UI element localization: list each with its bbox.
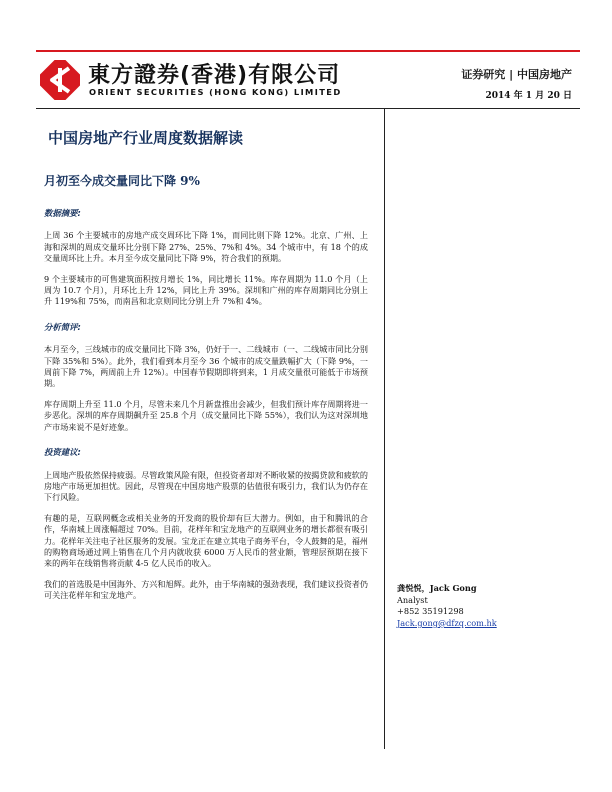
- page-subtitle: 月初至今成交量同比下降 9%: [44, 174, 200, 188]
- paragraph: 上周地产股依然保持疲弱。尽管政策风险有限，但投资者却对不断收紧的按揭贷款和疲软的房地产市场更加担忧。因此，尽管现在中国房地产股票的估值很有吸引力，我们认为仍存在下行风险。: [44, 469, 368, 503]
- section-analysis: [44, 322, 368, 433]
- analyst-email-link[interactable]: Jack.gong@dfzq.com.hk: [397, 617, 497, 628]
- column-divider: [384, 109, 385, 749]
- company-name-en: ORIENT SECURITIES (HONG KONG) LIMITED: [89, 87, 342, 97]
- orient-logo-icon: [40, 60, 80, 100]
- paragraph: 本月至今，三线城市的成交量同比下降 3%，仍好于一、二线城市（一、二线城市同比分别下降 35%和 5%）。此外，我们看到本月至今 36 个城市的成交量跌幅扩大（下降 9%，一周前下降 7%，两周前上升 12%）。中国春节假期即将到来，1 月成交量很可能低于市场预期。: [44, 344, 368, 389]
- paragraph: 上周 36 个主要城市的房地产成交周环比下降 1%，而同比则下降 12%。北京、广州、上海和深圳的周成交量环比分别下降 27%、25%、7%和 4%。34 个城市中，有 18 个的成交量周环比上升。本月至今成交量同比下降 9%，符合我们的预期。: [44, 230, 368, 264]
- paragraph: 我们的首选股是中国海外、方兴和旭辉。此外，由于华南城的强劲表现，我们建议投资者仍可关注花样年和宝龙地产。: [44, 578, 368, 601]
- header-top-rule: [36, 50, 580, 52]
- report-date: 2014 年 1 月 20 日: [485, 91, 572, 101]
- paragraph: 库存周期上升至 11.0 个月，尽管未来几个月新盘推出会减少，但我们预计库存周期将进一步恶化。深圳的库存周期飙升至 25.8 个月（成交量同比下降 55%），我们认为这对深圳地产市场来说不是好迹象。: [44, 398, 368, 432]
- section-investment-advice: [44, 447, 368, 601]
- body-column: [44, 208, 368, 611]
- section-heading: 投资建议:: [44, 447, 81, 458]
- page-title: 中国房地产行业周度数据解读: [48, 129, 244, 147]
- analyst-name: 龚悦悦，Jack Gong: [397, 583, 477, 593]
- section-heading: 数据摘要:: [44, 208, 81, 218]
- header-divider: [36, 108, 580, 109]
- paragraph: 有趣的是，互联网概念或相关业务的开发商的股价却有巨大潜力。例如，由于和腾讯的合作，华南城上周涨幅超过 70%。目前，花样年和宝龙地产的互联网业务的增长都很有吸引力。花样年关注电子社区服务的发展。宝龙正在建立其电子商务平台，令人鼓舞的是，福州的购物商场通过网上销售在几个月内就收获 6000 万人民币的营业额，管理层预期在接下来的两年在线销售将贡献 4-5 亿人民币的收入。: [44, 512, 368, 569]
- report-category: 证券研究 | 中国房地产: [461, 68, 572, 81]
- section-data-summary: [44, 208, 368, 308]
- paragraph: 9 个主要城市的可售建筑面积按月增长 1%，同比增长 11%。库存周期为 11.0 个月（上周为 10.7 个月），月环比上升 12%，同比上升 39%。深圳和广州的库存周期同比分别上升 119%和 75%，而南昌和北京则同比分别上升 7%和 4%。: [44, 273, 368, 307]
- company-logo: [40, 58, 340, 102]
- analyst-phone: +852 35191298: [397, 606, 464, 617]
- section-heading: 分析简评:: [44, 321, 81, 332]
- analyst-contact: [397, 583, 557, 629]
- company-name-cn: 東方證券(香港)有限公司: [88, 63, 341, 88]
- analyst-role: Analyst: [397, 594, 428, 605]
